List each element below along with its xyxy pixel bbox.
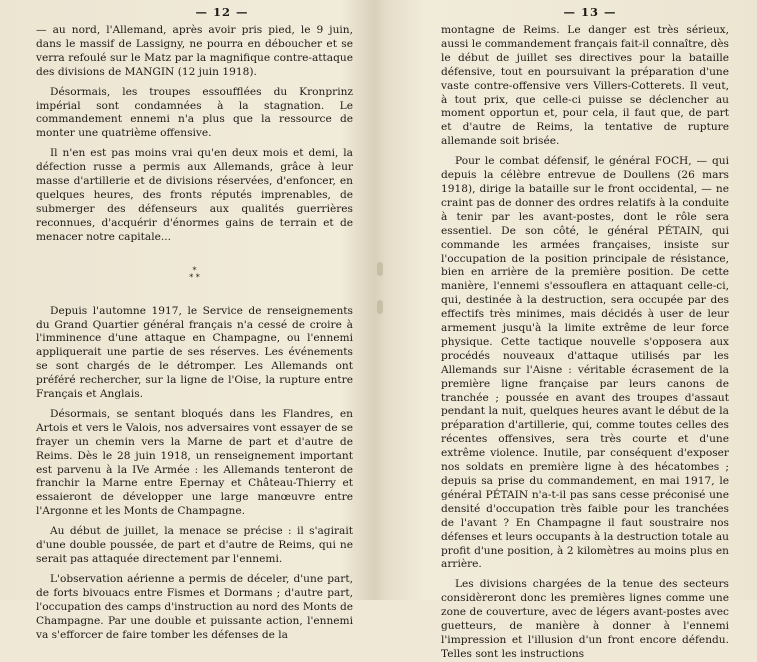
page-number-right: — 13 —	[563, 5, 617, 19]
left-paragraph-4: Depuis l'automne 1917, le Service de renseignements du Grand Quartier général français n'a cessé de croire à l'imminence d'une attaque en Champagne, ou l'ennemi appliquerait une partie de ses réserves. Les événements se sont chargés de le détromper. Les Allemands ont préféré rechercher, sur la ligne de l'Oise, la rupture entre Français et Anglais.	[36, 304, 353, 401]
left-paragraph-3: Il n'en est pas moins vrai qu'en deux mois et demi, la défection russe a permis aux Allemands, grâce à leur masse d'artillerie et de divisions réservées, d'enfoncer, en quelques heures, des fronts réputés imprenables, de submerger des défenseurs aux qualités guerrières reconnues, d'acquérir d'énormes gains de terrain et de menacer notre capitale...	[36, 147, 353, 243]
asterism-top: *	[192, 265, 197, 275]
left-paragraph-5: Désormais, se sentant bloqués dans les Flandres, en Artois et vers le Valois, nos adversaires vont essayer de se frayer un chemin vers la Marne de part et d'autre de Reims. Dès le 28 juin 1918, un renseignement important est parvenu à la IVe Armée : les Allemands tenteront de franchir la Marne entre Epernay et Château-Thierry et essaieront de développer une large manœuvre entre l'Argonne et les Monts de Champagne.	[36, 407, 353, 518]
right-paragraph-2: Pour le combat défensif, le général FOCH, — qui depuis la célèbre entrevue de Doullens (26 mars 1918), dirige la bataille sur le front occidental, — ne craint pas de donner des ordres relatifs à la conduite à tenir par les avant-postes, dont le rôle sera essentiel. De son côté, le général PÉTAIN, qui commande les armées françaises, insiste sur l'occupation de la position principale de résistance, bien en arrière de la première position. De cette manière, l'ennemi s'essouflera en attaquant celle-ci, qui, destinée à la destruction, sera occupée par des effectifs très minimes, mais décidés à user de leur armement jusqu'à la limite extrême de leur force physique. Cette tactique nouvelle s'opposera aux procédés nouveaux d'attaque utilisés par les Allemands sur l'Aisne : véritable écrasement de la première ligne française par leurs canons de tranchée ; poussée en avant des troupes d'assaut pendant la nuit, quelques heures avant le début de la préparation d'artillerie, qui, comme toutes celles des récentes offensives, sera très courte et d'une extrême violence. Inutile, par conséquent d'exposer nos soldats en première ligne à des hécatombes ; depuis sa prise du commandement, en mai 1917, le général PÉTAIN n'a-t-il pas sans cesse préconisé une densité d'occupation très faible pour les tranchées de l'avant ? En Champagne il faut soustraire nos défenses et leurs occupants à la destruction totale au profit d'une position, à 2 kilomètres au moins plus en arrière.	[441, 155, 729, 571]
asterism-bottom: * *	[189, 272, 200, 282]
right-paragraph-3: Les divisions chargées de la tenue des secteurs considèreront donc les premières lignes comme une zone de couverture, avec de légers avant-postes avec guetteurs, de manière à donner à l'ennemi l'impression et l'illusion d'un front encore défendu. Telles sont les instructions	[441, 578, 729, 660]
left-page	[0, 0, 375, 641]
binding-hole-mark	[377, 262, 383, 276]
page-number-left: — 12 —	[195, 5, 249, 19]
left-paragraph-7: L'observation aérienne a permis de déceler, d'une part, de forts bivouacs entre Fismes et Dormans ; d'autre part, l'occupation des camps d'instruction au nord des Monts de Champagne. Par une double et puissante action, l'ennemi va s'efforcer de faire tomber les défenses de la	[36, 572, 353, 641]
left-paragraph-1: — au nord, l'Allemand, après avoir pris pied, le 9 juin, dans le massif de Lassigny, ne pourra en déboucher et se verra refoulé sur le Matz par la magnifique contre-attaque des divisions de MANGIN (12 juin 1918).	[36, 24, 353, 78]
right-page	[386, 0, 757, 660]
section-asterism	[36, 267, 353, 281]
right-paragraph-1: montagne de Reims. Le danger est très sérieux, aussi le commandement français fait-il connaître, dès le début de juillet ses directives pour la bataille défensive, tout en poursuivant la préparation d'une vaste contre-offensive vers Villers-Cotterets. Il veut, à tout prix, que celle-ci puisse se déclencher au moment opportun et, pour cela, il faut que, de part et d'autre de Reims, la tentative de rupture allemande soit brisée.	[441, 24, 729, 148]
binding-hole-mark	[377, 300, 383, 314]
left-paragraph-6: Au début de juillet, la menace se précise : il s'agirait d'une double poussée, de part et d'autre de Reims, qui ne serait pas attaquée directement par l'ennemi.	[36, 525, 353, 565]
left-paragraph-2: Désormais, les troupes essoufflées du Kronprinz impérial sont condamnées à la stagnation. Le commandement ennemi n'a plus que la ressource de monter une quatrième offensive.	[36, 85, 353, 140]
